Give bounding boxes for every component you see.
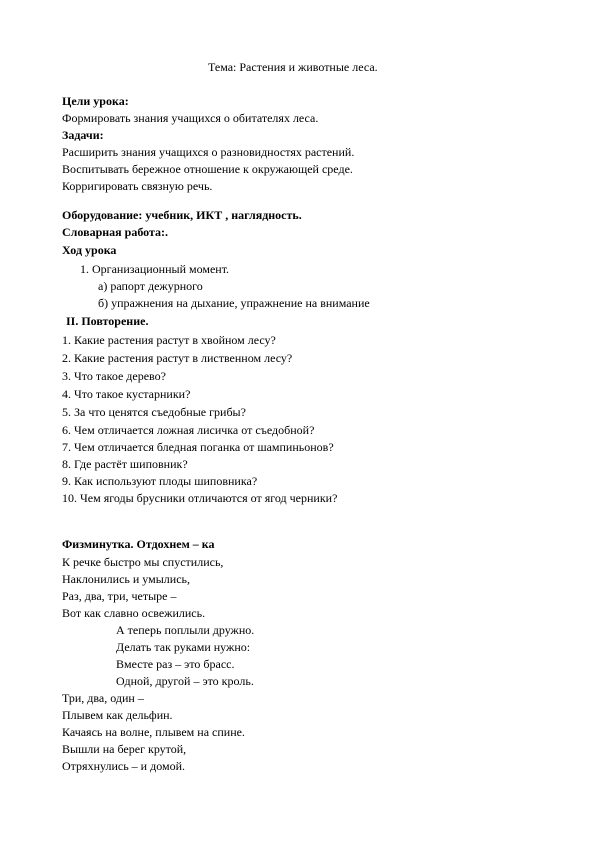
poem-line: Качаясь на волне, плывем на спине. [62,725,245,739]
question-item: 10. Чем ягоды брусники отличаются от ягод черники? [62,491,338,505]
question-item: 8. Где растёт шиповник? [62,457,188,471]
goals-heading: Цели урока: [62,94,129,108]
question-item: 2. Какие растения растут в лиственном лесу? [62,351,293,365]
poem-line: Плывем как дельфин. [62,708,173,722]
fizminutka-heading: Физминутка. Отдохнем – ка [62,537,215,551]
poem-line-indented: А теперь поплыли дружно. [116,623,255,637]
org-item: б) упражнения на дыхание, упражнение на внимание [98,296,370,310]
lesson-heading: Ход урока [62,243,117,257]
poem-line: Отряхнулись – и домой. [62,759,185,773]
question-item: 3. Что такое дерево? [62,369,166,383]
tasks-heading: Задачи: [62,128,104,142]
question-item: 1. Какие растения растут в хвойном лесу? [62,333,276,347]
poem-line: К речке быстро мы спустились, [62,555,224,569]
task-item: Корригировать связную речь. [62,179,213,193]
repetition-heading: II. Повторение. [66,314,149,328]
org-item: а) рапорт дежурного [98,279,203,293]
lesson-title: Тема: Растения и животные леса. [208,60,378,74]
task-item: Расширить знания учащихся о разновидностях растений. [62,145,355,159]
vocabulary-line: Словарная работа:. [62,225,169,239]
poem-line-indented: Одной, другой – это кроль. [116,674,254,688]
org-moment: 1. Организационный момент. [80,262,230,276]
poem-line: Раз, два, три, четыре – [62,589,177,603]
question-item: 9. Как используют плоды шиповника? [62,474,258,488]
poem-line: Вот как славно освежились. [62,606,206,620]
question-item: 6. Чем отличается ложная лисичка от съедобной? [62,423,315,437]
poem-line: Вышли на берег крутой, [62,742,187,756]
goals-text: Формировать знания учащихся о обитателях леса. [62,111,319,125]
poem-line-indented: Вместе раз – это брасс. [116,657,235,671]
question-item: 7. Чем отличается бледная поганка от шампиньонов? [62,440,334,454]
equipment-line: Оборудование: учебник, ИКТ , наглядность. [62,208,302,222]
poem-line-indented: Делать так руками нужно: [116,640,251,654]
task-item: Воспитывать бережное отношение к окружающей среде. [62,162,353,176]
question-item: 5. За что ценятся съедобные грибы? [62,405,246,419]
question-item: 4. Что такое кустарники? [62,387,191,401]
poem-line: Наклонились и умылись, [62,572,190,586]
poem-line: Три, два, один – [62,691,144,705]
